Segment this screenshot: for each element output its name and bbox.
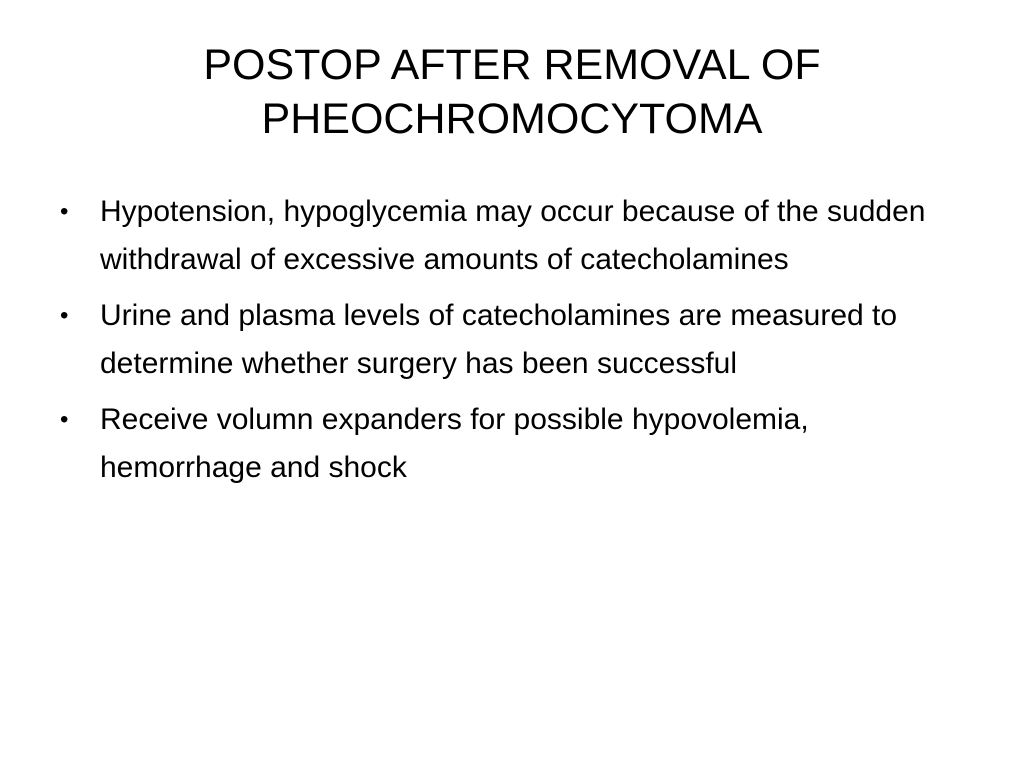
bullet-item	[52, 188, 972, 284]
bullet-item	[52, 292, 972, 388]
bullet-icon: •	[60, 198, 69, 225]
bullet-icon: •	[60, 302, 69, 329]
slide-title	[80, 38, 944, 146]
bullet-item	[52, 396, 972, 492]
bullet-icon: •	[60, 406, 69, 433]
slide-title-line: PHEOCHROMOCYTOMA	[261, 95, 763, 143]
bullet-text: Receive volumn expanders for possible hypovolemia, hemorrhage and shock	[100, 403, 809, 484]
bullet-text: Hypotension, hypoglycemia may occur because of the sudden withdrawal of excessive amounts of catecholamines	[100, 195, 926, 276]
slide-title-line: POSTOP AFTER REMOVAL OF	[203, 41, 821, 89]
bullet-text: Urine and plasma levels of catecholamines are measured to determine whether surgery has been successful	[100, 299, 898, 380]
bullet-list	[52, 188, 972, 500]
